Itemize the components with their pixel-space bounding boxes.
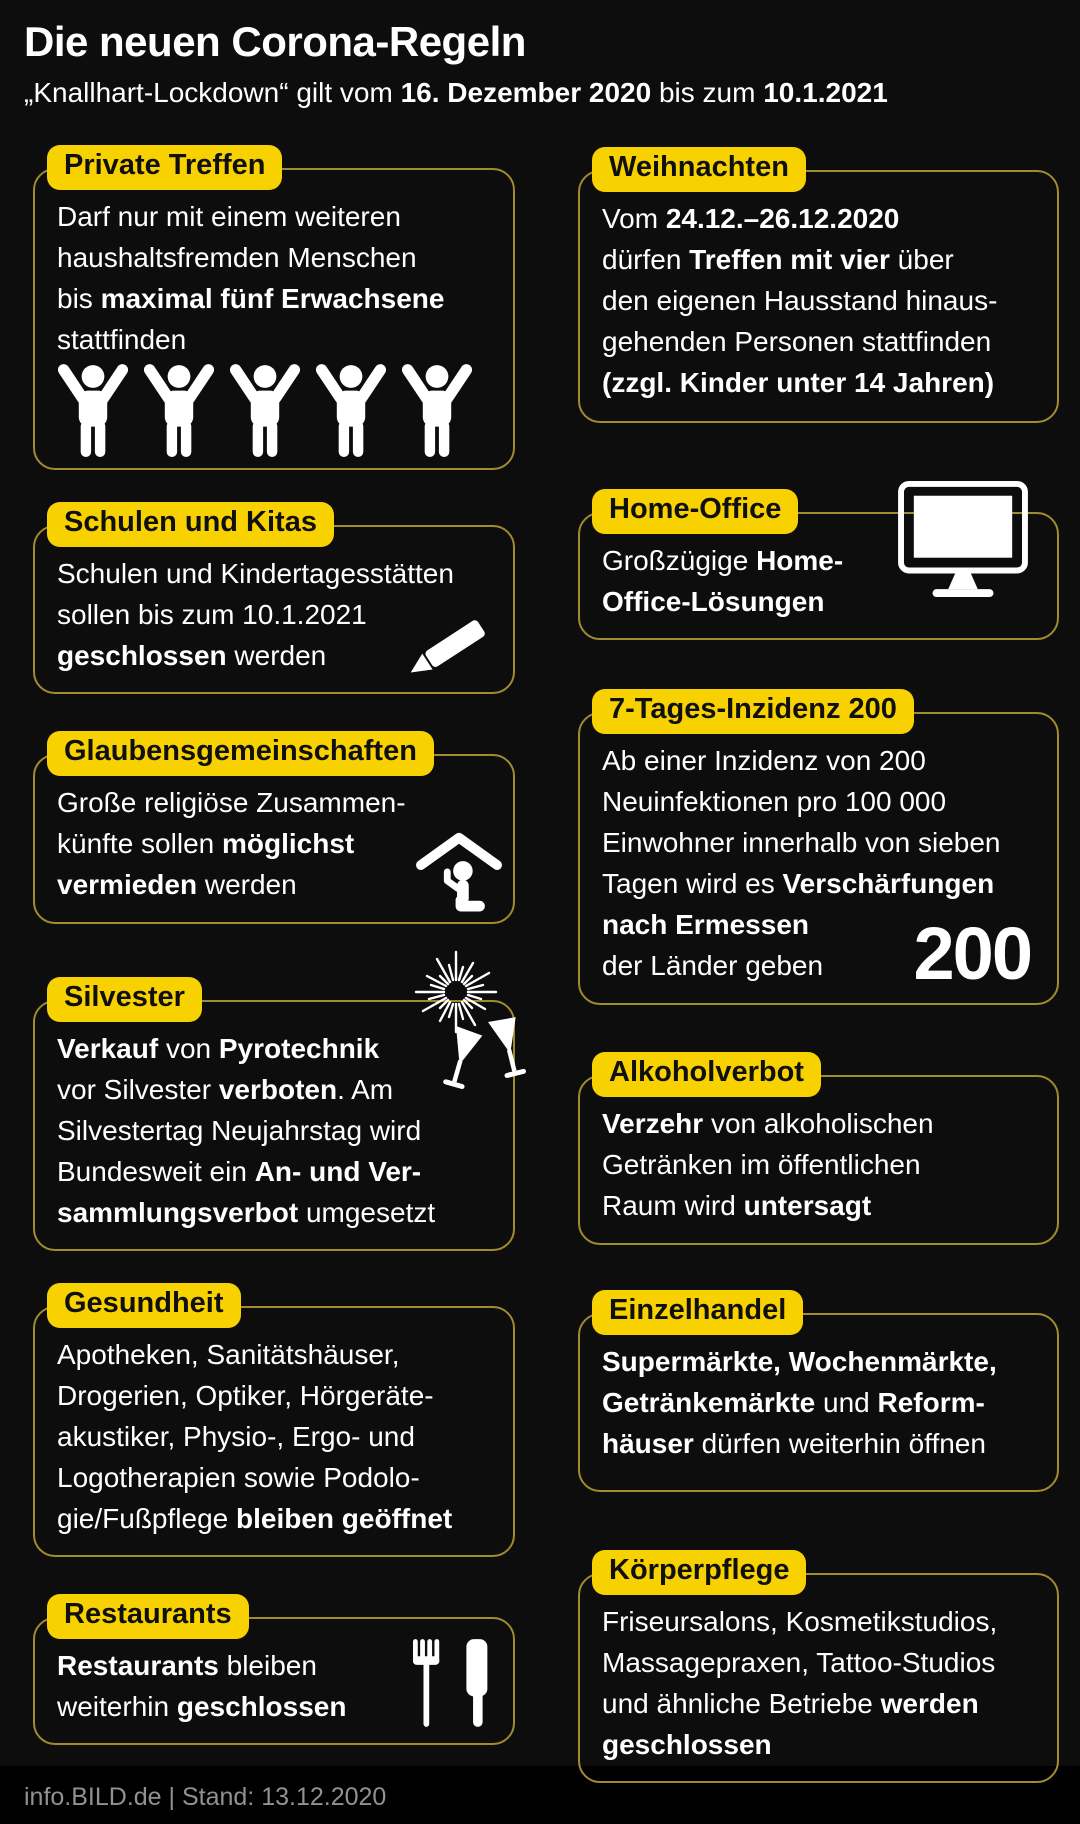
- text-line: Neuinfektionen pro 100 000: [602, 786, 947, 818]
- section-private-treffen: [33, 145, 515, 470]
- section-silvester: [33, 977, 515, 1251]
- text-line: vermieden werden: [57, 869, 297, 901]
- text-line: häuser dürfen weiterhin öffnen: [602, 1428, 986, 1460]
- text-line: Vom 24.12.–26.12.2020: [602, 203, 900, 235]
- text-line: (zzgl. Kinder unter 14 Jahren): [602, 367, 995, 399]
- text-line: Große religiöse Zusammen-: [57, 787, 406, 819]
- section-panel: [578, 170, 1059, 423]
- section-text: [602, 198, 1039, 403]
- text-line: künfte sollen möglichst: [57, 828, 355, 860]
- text-line: nach Ermessen: [602, 909, 809, 941]
- section-einzelhandel: [578, 1290, 1059, 1492]
- text-line: geschlossen werden: [57, 640, 327, 672]
- section-panel: [578, 1075, 1059, 1245]
- section-text: [602, 1341, 1039, 1464]
- praying-person-under-roof-icon: [417, 826, 501, 912]
- section-panel: [578, 1573, 1059, 1783]
- text-line: haushaltsfremden Menschen: [57, 242, 417, 274]
- section-panel: [33, 1000, 515, 1251]
- section-gesundheit: [33, 1283, 515, 1557]
- text-line: der Länder geben: [602, 950, 824, 982]
- text-line: Tagen wird es Verschärfungen: [602, 868, 995, 900]
- text-line: geschlossen: [602, 1729, 772, 1761]
- fireworks-and-champagne-icon: [394, 950, 519, 1100]
- header: [0, 20, 1080, 109]
- section-schulen-und-kitas: [33, 502, 515, 694]
- section-text: [57, 1334, 495, 1539]
- section-7-tages-inzidenz: [578, 689, 1059, 1005]
- text-line: Raum wird untersagt: [602, 1190, 872, 1222]
- person-icon: [315, 364, 387, 459]
- text-line: akustiker, Physio-, Ergo- und: [57, 1421, 415, 1453]
- text-line: und ähnliche Betriebe werden: [602, 1688, 979, 1720]
- text-line: Office-Lösungen: [602, 586, 825, 618]
- text-line: Getränkemärkte und Reform-: [602, 1387, 985, 1419]
- text-line: Apotheken, Sanitätshäuser,: [57, 1339, 400, 1371]
- text-line: Massagepraxen, Tattoo-Studios: [602, 1647, 996, 1679]
- section-text: [602, 1601, 1039, 1765]
- text-line: sammlungsverbot umgesetzt: [57, 1197, 436, 1229]
- subtitle: [24, 77, 1080, 109]
- section-label: Home-Office: [592, 489, 798, 534]
- subtitle-text: „Knallhart-Lockdown“ gilt vom: [24, 77, 401, 109]
- text-line: Friseursalons, Kosmetikstudios,: [602, 1606, 998, 1638]
- section-label: Gesundheit: [47, 1283, 241, 1328]
- person-icon: [143, 364, 215, 459]
- subtitle-start-date: 16. Dezember 2020: [400, 77, 652, 109]
- section-label: Silvester: [47, 977, 202, 1022]
- section-label: Körperpflege: [592, 1550, 806, 1595]
- text-line: weiterhin geschlossen: [57, 1691, 347, 1723]
- source-credit: info.BILD.de | Stand: 13.12.2020: [24, 1783, 387, 1812]
- section-panel: [33, 525, 515, 694]
- section-home-office: [578, 489, 1059, 640]
- text-line: Supermärkte, Wochenmärkte,: [602, 1346, 997, 1378]
- desktop-monitor-icon: [897, 480, 1029, 600]
- footer: [0, 1783, 1080, 1824]
- subtitle-text: bis zum: [651, 77, 764, 109]
- section-weihnachten: [578, 147, 1059, 423]
- section-panel: [33, 754, 515, 924]
- text-line: Großzügige Home-: [602, 545, 844, 577]
- text-line: Bundesweit ein An- und Ver-: [57, 1156, 422, 1188]
- five-people-icon: [57, 364, 495, 459]
- text-line: vor Silvester verboten. Am: [57, 1074, 394, 1106]
- section-text: [57, 196, 495, 360]
- page-title: Die neuen Corona-Regeln: [24, 18, 526, 65]
- right-column: [578, 145, 1059, 1783]
- section-label: Private Treffen: [47, 145, 282, 190]
- section-label: 7-Tages-Inzidenz 200: [592, 689, 914, 734]
- text-line: Restaurants bleiben: [57, 1650, 317, 1682]
- section-label: Einzelhandel: [592, 1290, 803, 1335]
- section-panel: [33, 1306, 515, 1557]
- subtitle-end-date: 10.1.2021: [763, 77, 888, 109]
- text-line: stattfinden: [57, 324, 187, 356]
- section-panel: [578, 1313, 1059, 1492]
- text-line: Ab einer Inzidenz von 200: [602, 745, 926, 777]
- section-alkoholverbot: [578, 1052, 1059, 1245]
- text-line: Verzehr von alkoholischen: [602, 1108, 934, 1140]
- text-line: dürfen Treffen mit vier über: [602, 244, 954, 276]
- person-icon: [57, 364, 129, 459]
- section-text: [602, 1103, 1039, 1226]
- text-line: Einwohner innerhalb von sieben: [602, 827, 1001, 859]
- section-glaubensgemeinschaften: [33, 731, 515, 924]
- text-line: Verkauf von Pyrotechnik: [57, 1033, 380, 1065]
- text-line: Darf nur mit einem weiteren: [57, 201, 401, 233]
- incidence-number: 200: [913, 912, 1031, 996]
- text-line: bis maximal fünf Erwachsene: [57, 283, 445, 315]
- text-line: gehenden Personen stattfinden: [602, 326, 992, 358]
- section-koerperpflege: [578, 1550, 1059, 1783]
- section-label: Restaurants: [47, 1594, 249, 1639]
- section-label: Weihnachten: [592, 147, 806, 192]
- fork-and-knife-icon: [413, 1639, 495, 1727]
- left-column: [33, 145, 515, 1783]
- text-line: sollen bis zum 10.1.2021: [57, 599, 367, 631]
- section-label: Alkoholverbot: [592, 1052, 821, 1097]
- person-icon: [229, 364, 301, 459]
- text-line: Drogerien, Optiker, Hörgeräte-: [57, 1380, 434, 1412]
- text-line: Logotherapien sowie Podolo-: [57, 1462, 420, 1494]
- section-panel: [578, 712, 1059, 1005]
- text-line: Silvestertag Neujahrstag wird: [57, 1115, 422, 1147]
- text-line: Getränken im öffentlichen: [602, 1149, 921, 1181]
- section-label: Schulen und Kitas: [47, 502, 334, 547]
- text-line: den eigenen Hausstand hinaus-: [602, 285, 998, 317]
- section-label: Glaubensgemeinschaften: [47, 731, 434, 776]
- person-icon: [401, 364, 473, 459]
- columns: [33, 145, 1080, 1783]
- text-line: gie/Fußpflege bleiben geöffnet: [57, 1503, 453, 1535]
- section-restaurants: [33, 1594, 515, 1745]
- section-panel: [33, 168, 515, 470]
- pencil-icon: [399, 614, 499, 680]
- text-line: Schulen und Kindertagesstätten: [57, 558, 454, 590]
